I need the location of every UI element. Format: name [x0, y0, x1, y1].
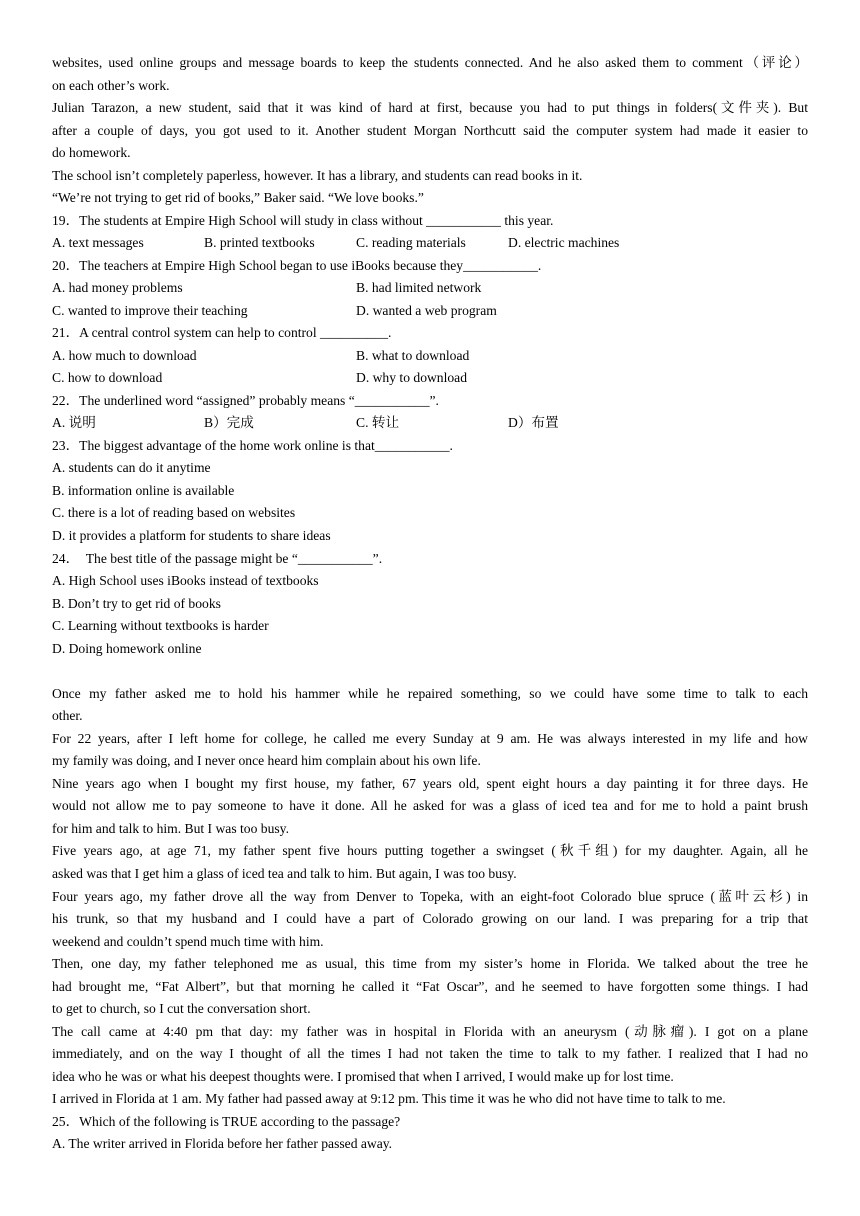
passage2-line: Four years ago, my father drove all the way from Denver to Topeka, with an eight-foot Colorado blue spruce (蓝叶云杉) in — [52, 889, 808, 904]
question-19-stem: 19．The students at Empire High School will study in class without ___________ this year. — [52, 213, 554, 228]
question-20-stem: 20．The teachers at Empire High School began to use iBooks because they___________. — [52, 258, 542, 273]
question-21-option-a: A. how much to download — [52, 348, 197, 363]
question-23-option-d: D. it provides a platform for students to share ideas — [52, 528, 331, 543]
question-19-option-d: D. electric machines — [508, 235, 620, 250]
passage2-line: weekend and couldn’t spend much time with him. — [52, 934, 324, 949]
passage1-line: Julian Tarazon, a new student, said that it was kind of hard at first, because you had to put things in folders(文件夹). But — [52, 100, 808, 115]
question-25-stem: 25．Which of the following is TRUE according to the passage? — [52, 1114, 401, 1129]
question-23-stem: 23．The biggest advantage of the home work online is that___________. — [52, 438, 453, 453]
question-23-option-a: A. students can do it anytime — [52, 460, 211, 475]
passage2-line: his trunk, so that my husband and I could have a part of Colorado growing on our land. I was preparing for a trip that — [52, 911, 808, 926]
passage2-line: The call came at 4:40 pm that day: my father was in hospital in Florida with an aneurysm (动脉瘤). I got on a plane — [52, 1024, 808, 1039]
passage2-line: Five years ago, at age 71, my father spent five hours putting together a swingset (秋千组) for my daughter. Again, all he — [52, 843, 808, 858]
question-21-option-b: B. what to download — [356, 348, 470, 363]
passage2-line: my family was doing, and I never once heard him complain about his own life. — [52, 753, 481, 768]
passage2-line: for him and talk to him. But I was too busy. — [52, 821, 289, 836]
question-24-option-a: A. High School uses iBooks instead of textbooks — [52, 573, 319, 588]
question-23-option-c: C. there is a lot of reading based on websites — [52, 505, 296, 520]
question-22-option-b: B）完成 — [204, 415, 254, 430]
question-21-stem: 21．A central control system can help to control __________. — [52, 325, 392, 340]
question-19-option-c: C. reading materials — [356, 235, 466, 250]
passage2-line: Once my father asked me to hold his hammer while he repaired something, so we could have some time to talk to each — [52, 686, 808, 701]
question-25-option-a: A. The writer arrived in Florida before her father passed away. — [52, 1136, 393, 1151]
question-21-option-d: D. why to download — [356, 370, 468, 385]
question-24-stem: 24． The best title of the passage might be “___________”. — [52, 551, 383, 566]
question-20-option-d: D. wanted a web program — [356, 303, 497, 318]
question-19-option-a: A. text messages — [52, 235, 144, 250]
passage2-line: Then, one day, my father telephoned me as usual, this time from my sister’s home in Florida. We talked about the tree he — [52, 956, 808, 971]
passage2-line: For 22 years, after I left home for college, he called me every Sunday at 9 am. He was always interested in my life and how — [52, 731, 808, 746]
passage1-line: on each other’s work. — [52, 78, 170, 93]
passage2-line: asked was that I get him a glass of iced tea and talk to him. But again, I was too busy. — [52, 866, 517, 881]
question-22-option-d: D）布置 — [508, 415, 559, 430]
passage2-line: to get to church, so I cut the conversation short. — [52, 1001, 311, 1016]
question-21-option-c: C. how to download — [52, 370, 163, 385]
question-24-option-b: B. Don’t try to get rid of books — [52, 596, 221, 611]
question-20-option-c: C. wanted to improve their teaching — [52, 303, 248, 318]
question-19-option-b: B. printed textbooks — [204, 235, 315, 250]
question-20-option-b: B. had limited network — [356, 280, 482, 295]
question-23-option-b: B. information online is available — [52, 483, 235, 498]
passage2-line: I arrived in Florida at 1 am. My father had passed away at 9:12 pm. This time it was he who did not have time to talk to me. — [52, 1091, 726, 1106]
passage2-line: would not allow me to pay someone to have it done. All he asked for was a glass of iced tea and for me to hold a paint brush — [52, 798, 808, 813]
passage2-line: Nine years ago when I bought my first house, my father, 67 years old, spent eight hours a day painting it for three days. He — [52, 776, 808, 791]
passage1-line: websites, used online groups and message boards to keep the students connected. And he also asked them to comment（评论） — [52, 55, 808, 70]
question-24-option-d: D. Doing homework online — [52, 641, 202, 656]
passage2-line: idea who he was or what his deepest thoughts were. I promised that when I arrived, I would make up for lost time. — [52, 1069, 674, 1084]
question-22-option-a: A. 说明 — [52, 415, 96, 430]
question-22-stem: 22．The underlined word “assigned” probably means “___________”. — [52, 393, 439, 408]
question-22-option-c: C. 转让 — [356, 415, 400, 430]
question-20-option-a: A. had money problems — [52, 280, 183, 295]
question-24-option-c: C. Learning without textbooks is harder — [52, 618, 269, 633]
passage2-line: other. — [52, 708, 83, 723]
passage1-line: The school isn’t completely paperless, however. It has a library, and students can read books in it. — [52, 168, 583, 183]
passage1-line: “We’re not trying to get rid of books,” Baker said. “We love books.” — [52, 190, 424, 205]
passage2-line: immediately, and on the way I thought of all the times I had not taken the time to talk to my father. I realized that I had no — [52, 1046, 808, 1061]
passage1-line: do homework. — [52, 145, 131, 160]
passage2-line: had brought me, “Fat Albert”, but that morning he called it “Fat Oscar”, and he seemed to have forgotten some things. I had — [52, 979, 808, 994]
passage1-line: after a couple of days, you got used to it. Another student Morgan Northcutt said the computer system had made it easier to — [52, 123, 808, 138]
